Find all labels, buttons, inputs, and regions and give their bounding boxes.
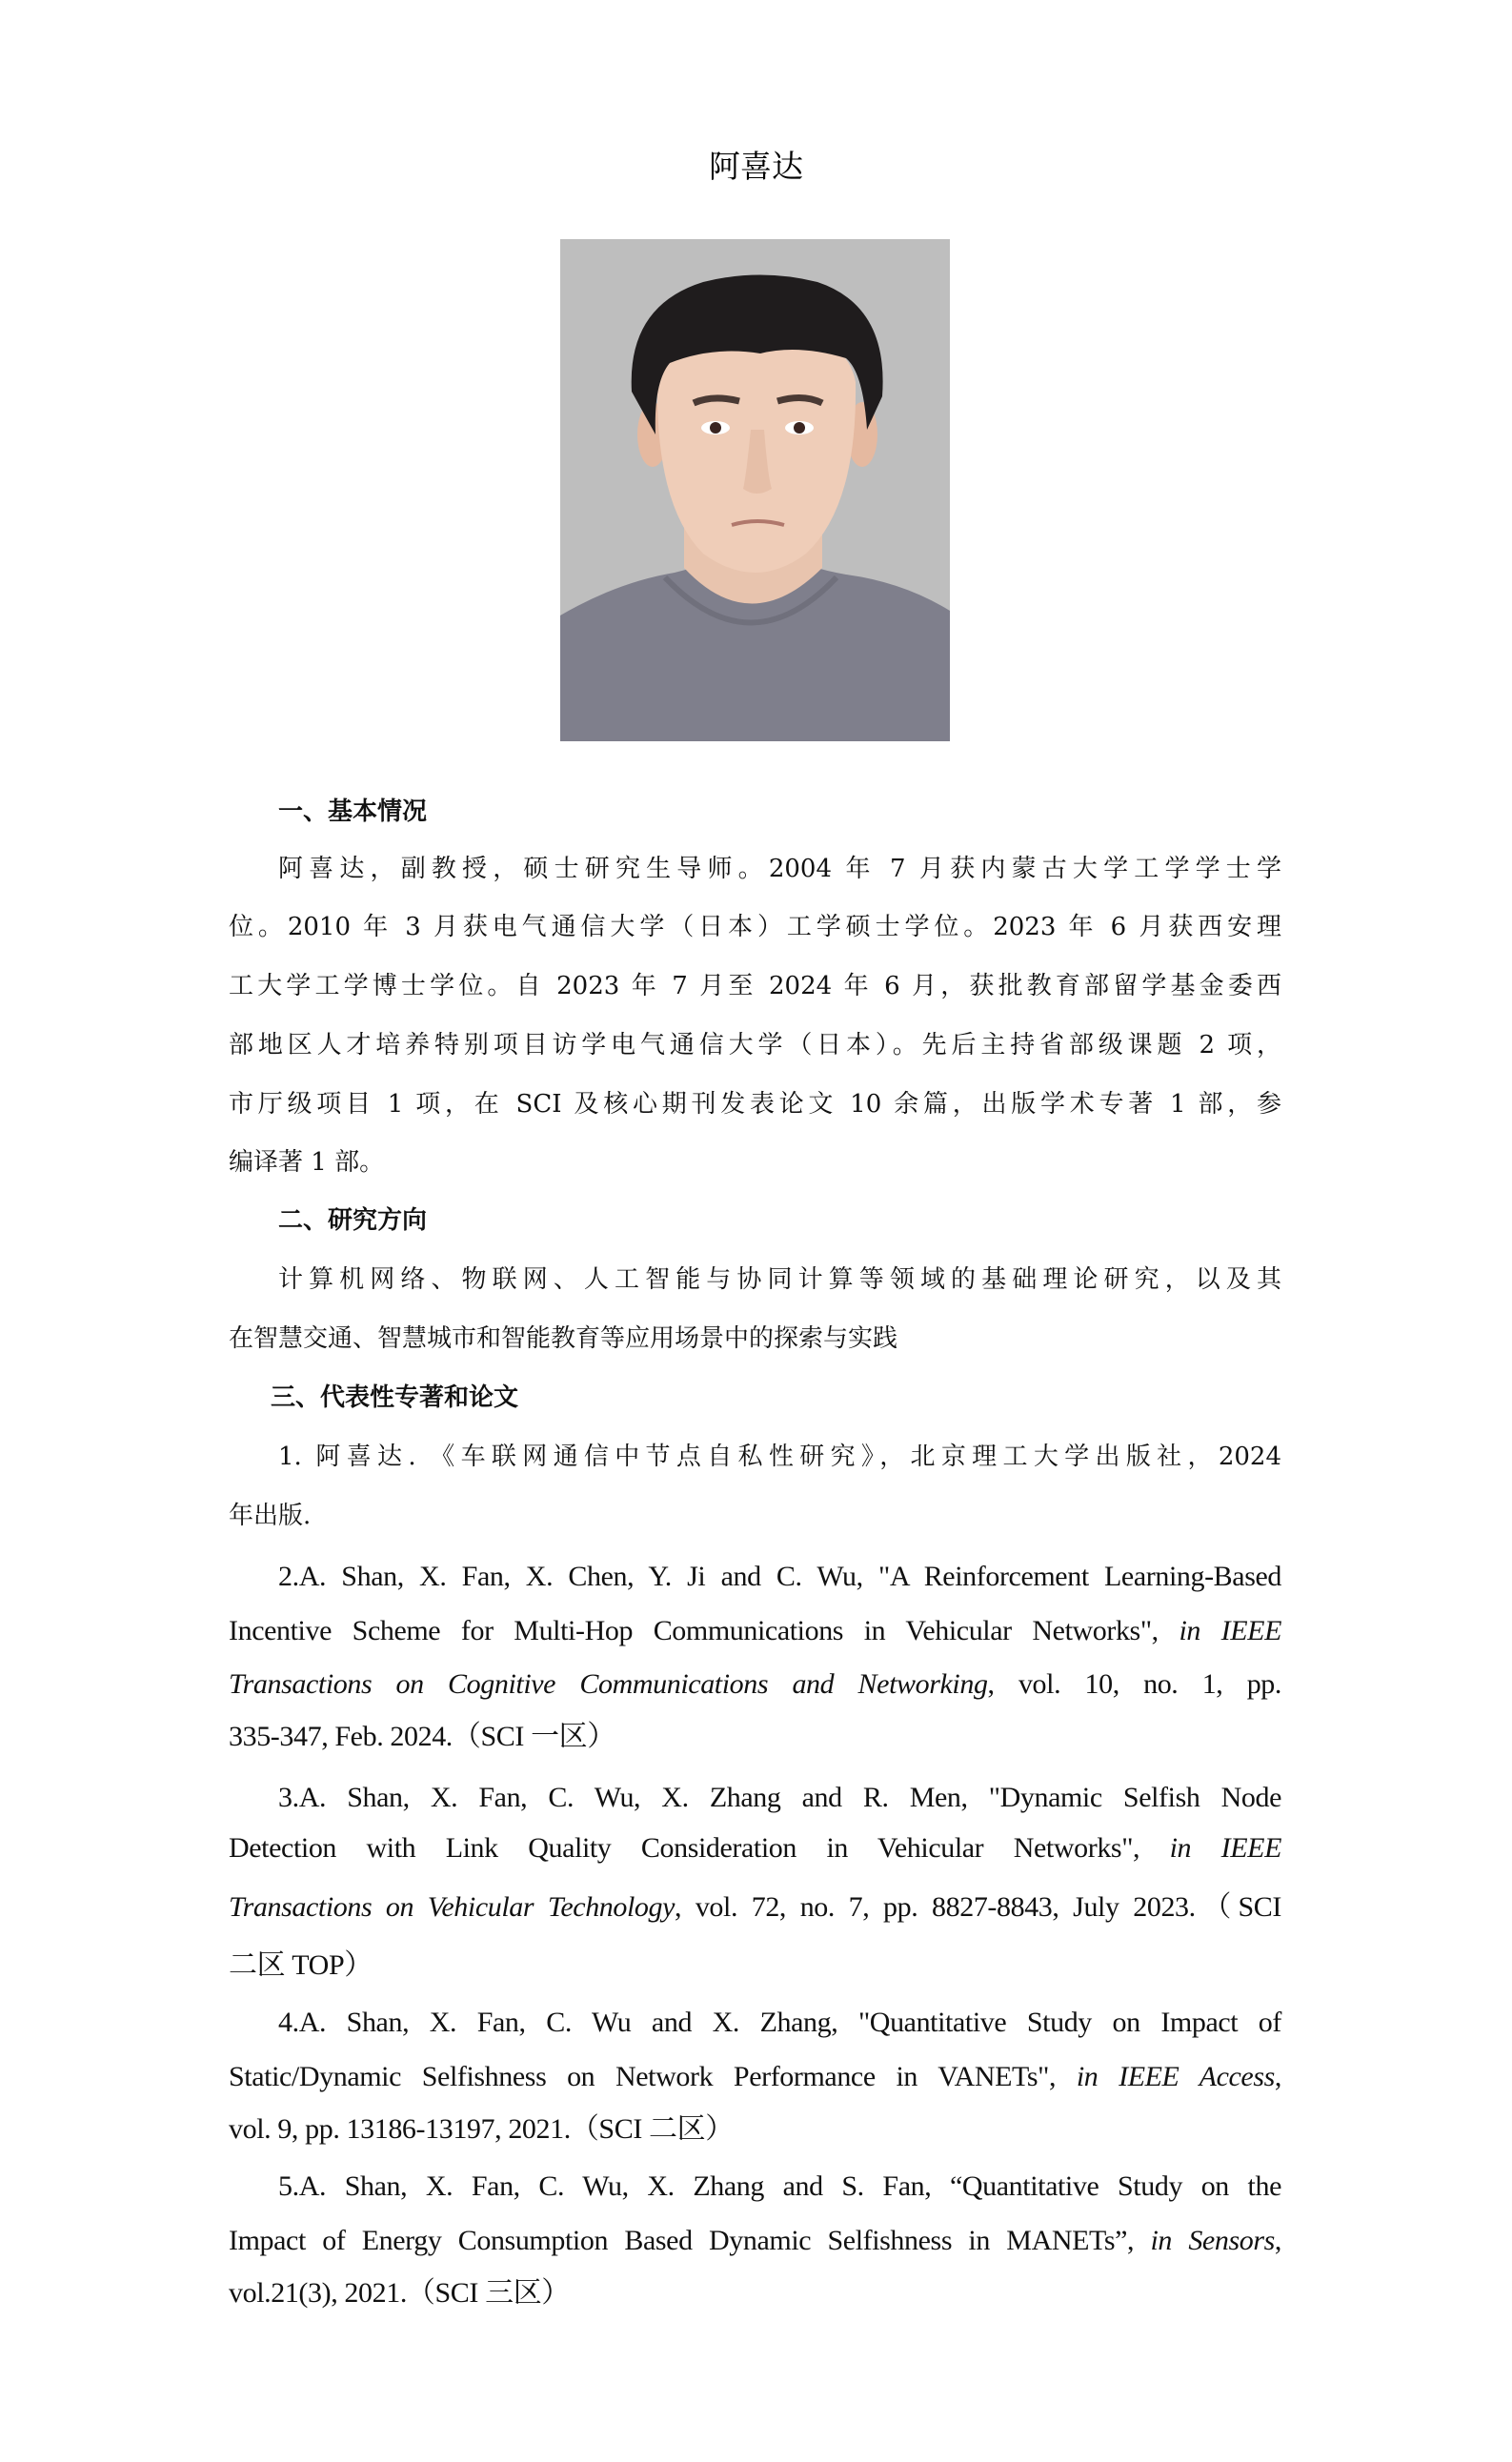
citation-text: vol. 9, pp. 13186-13197, 2021.（SCI 二区）: [229, 2113, 734, 2145]
publication-line: [229, 1665, 1281, 1704]
publication-line: [229, 1497, 1281, 1535]
paragraph-line: 部地区人才培养特别项目访学电气通信大学（日本）。先后主持省部级课题 2 项，: [229, 1031, 1281, 1059]
journal-name: in IEEE: [1179, 1615, 1281, 1646]
paragraph-line: 工大学工学博士学位。自 2023 年 7 月至 2024 年 6 月，获批教育部留学基金委西: [229, 972, 1281, 1000]
citation-text: , vol. 72, no. 7, pp. 8827-8843, July 2023.（SCI: [675, 1891, 1281, 1923]
journal-name: in IEEE: [1169, 1832, 1281, 1864]
citation-text: 年出版.: [229, 1502, 312, 1530]
section-heading: 三、代表性专著和论文: [271, 1383, 519, 1412]
paragraph-line: 计算机网络、物联网、人工智能与协同计算等领域的基础理论研究，以及其: [278, 1265, 1281, 1294]
publication-line: [229, 1947, 1281, 1985]
profile-photo: [560, 239, 950, 741]
paragraph-line: 市厅级项目 1 项，在 SCI 及核心期刊发表论文 10 余篇，出版学术专著 1 部，参: [229, 1090, 1281, 1119]
section-heading: 二、研究方向: [278, 1206, 428, 1235]
citation-text: vol.21(3), 2021.（SCI 三区）: [229, 2277, 570, 2309]
citation-text: 335-347, Feb. 2024.（SCI 一区）: [229, 1721, 615, 1752]
publication-line: [278, 1438, 1281, 1476]
publication-line: [229, 2110, 1281, 2149]
paragraph-line: 位。2010 年 3 月获电气通信大学（日本）工学硕士学位。2023 年 6 月获西安理: [229, 913, 1281, 941]
citation-text: 5.A. Shan, X. Fan, C. Wu, X. Zhang and S. Fan, “Quantitative Study on the: [278, 2170, 1281, 2202]
publication-line: [229, 2222, 1281, 2260]
citation-text: Impact of Energy Consumption Based Dynamic Selfishness in MANETs”,: [229, 2225, 1151, 2256]
publication-line: [229, 1888, 1281, 1927]
page-title: 阿喜达: [709, 148, 803, 185]
citation-text: 1. 阿喜达. 《车联网通信中节点自私性研究》，北京理工大学出版社，2024: [278, 1443, 1281, 1471]
portrait-image: [560, 239, 950, 741]
citation-text: Static/Dynamic Selfishness on Network Performance in VANETs",: [229, 2061, 1077, 2092]
citation-text: 4.A. Shan, X. Fan, C. Wu and X. Zhang, "Quantitative Study on Impact of: [278, 2007, 1281, 2038]
publication-line: [229, 1718, 1281, 1756]
citation-text: Incentive Scheme for Multi-Hop Communications in Vehicular Networks",: [229, 1615, 1179, 1646]
citation-text: , vol. 10, no. 1, pp.: [987, 1668, 1282, 1700]
publication-line: [229, 2058, 1281, 2096]
publication-line: [278, 1779, 1281, 1817]
section-heading: 一、基本情况: [278, 797, 428, 826]
publication-line: [278, 2004, 1281, 2042]
citation-text: ,: [1274, 2225, 1281, 2256]
paragraph-line: 编译著 1 部。: [229, 1148, 385, 1177]
paragraph-line: 阿喜达，副教授，硕士研究生导师。2004 年 7 月获内蒙古大学工学学士学: [278, 855, 1281, 883]
journal-name: in Sensors: [1150, 2225, 1275, 2256]
citation-text: ,: [1274, 2061, 1281, 2092]
citation-text: Detection with Link Quality Consideration in Vehicular Networks",: [229, 1832, 1170, 1864]
journal-name: in IEEE Access: [1076, 2061, 1275, 2092]
citation-text: 3.A. Shan, X. Fan, C. Wu, X. Zhang and R. Men, "Dynamic Selfish Node: [278, 1782, 1281, 1813]
publication-line: [229, 2274, 1281, 2312]
publication-line: [278, 1558, 1281, 1596]
citation-text: 2.A. Shan, X. Fan, X. Chen, Y. Ji and C. Wu, "A Reinforcement Learning-Based: [278, 1561, 1281, 1592]
citation-text: 二区 TOP）: [229, 1949, 373, 1981]
publication-line: [278, 2168, 1281, 2206]
publication-line: [229, 1829, 1281, 1867]
publication-line: [229, 1612, 1281, 1650]
journal-name: Transactions on Vehicular Technology: [229, 1891, 675, 1923]
paragraph-line: 在智慧交通、智慧城市和智能教育等应用场景中的探索与实践: [229, 1324, 898, 1353]
journal-name: Transactions on Cognitive Communications and Networking: [229, 1668, 988, 1700]
